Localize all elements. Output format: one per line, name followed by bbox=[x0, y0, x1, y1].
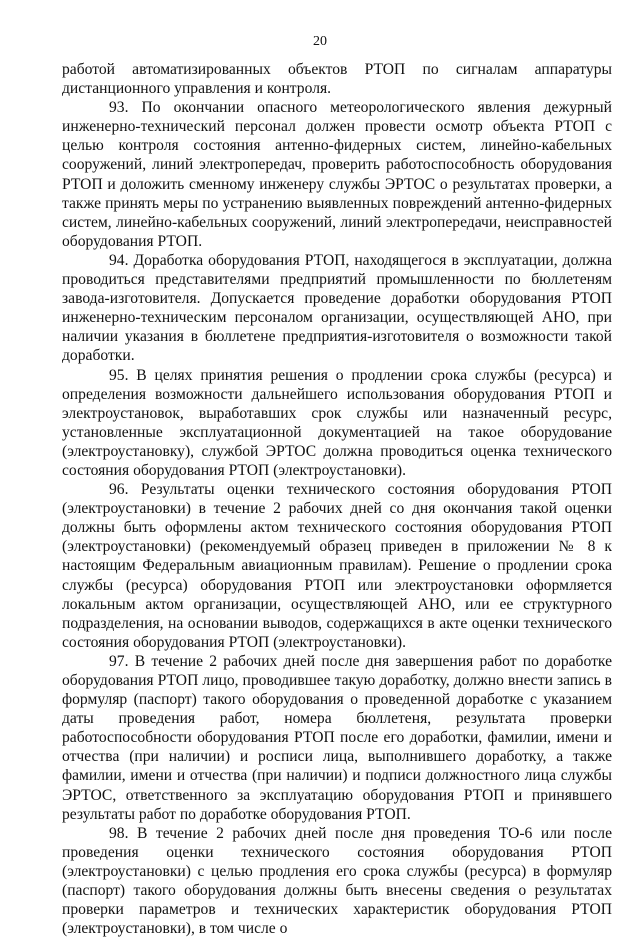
paragraph-98: 98. В течение 2 рабочих дней после дня проведения ТО-6 или после проведения оценки технического состояния оборудования РТОП (электроустановки) с целью продления его срока службы (ресурса) в формуляр (паспорт) такого оборудования должны быть внесены сведения о результатах проверки параметров и технических характеристик оборудования РТОП (электроустановки), в том числе о bbox=[62, 824, 612, 938]
paragraph-94: 94. Доработка оборудования РТОП, находящегося в эксплуатации, должна проводиться представителями предприятий промышленности по бюллетеням завода-изготовителя. Допускается проведение доработки оборудования РТОП инженерно-техническим персоналом организации, осуществляющей АНО, при наличии указания в бюллетене предприятия-изготовителя о возможности такой доработки. bbox=[62, 251, 612, 365]
paragraph-continuation: работой автоматизированных объектов РТОП по сигналам аппаратуры дистанционного управления и контроля. bbox=[62, 61, 612, 98]
paragraph-97: 97. В течение 2 рабочих дней после дня завершения работ по доработке оборудования РТОП лицо, проводившее такую доработку, должно внести запись в формуляр (паспорт) такого оборудования о проведенной доработке с указанием даты проведения работ, номера бюллетеня, результата проверки работоспособности оборудования РТОП после его доработки, фамилии, имени и отчества (при наличии) и росписи лица, выполнившего доработку, а также фамилии, имени и отчества (при наличии) и подписи должностного лица службы ЭРТОС, ответственного за эксплуатацию оборудования РТОП и принявшего результаты работ по доработке оборудования РТОП. bbox=[62, 652, 612, 823]
paragraph-93: 93. По окончании опасного метеорологического явления дежурный инженерно-технический персонал должен провести осмотр объекта РТОП с целью контроля состояния антенно-фидерных систем, линейно-кабельных сооружений, линий электропередач, проверить работоспособность оборудования РТОП и доложить сменному инженеру службы ЭРТОС о результатах проверки, а также принять меры по устранению выявленных повреждений антенно-фидерных систем, линейно-кабельных сооружений, линий электропередачи, неисправностей оборудования РТОП. bbox=[62, 99, 612, 250]
paragraph-95: 95. В целях принятия решения о продлении срока службы (ресурса) и определения возможности дальнейшего использования оборудования РТОП и электроустановок, выработавших срок службы или назначенный ресурс, установленные эксплуатационной документацией на такое оборудование (электроустановку), службой ЭРТОС должна проводиться оценка технического состояния оборудования РТОП (электроустановки). bbox=[62, 366, 612, 479]
document-body bbox=[62, 60, 612, 938]
paragraph-96: 96. Результаты оценки технического состояния оборудования РТОП (электроустановки) в течение 2 рабочих дней со дня окончания такой оценки должны быть оформлены актом технического состояния оборудования РТОП (электроустановки) (рекомендуемый образец приведен в приложении № 8 к настоящим Федеральным авиационным правилам). Решение о продлении срока службы (ресурса) оборудования РТОП или электроустановки оформляется локальным актом организации, осуществляющей АНО, или ее структурного подразделения, на основании выводов, содержащихся в акте оценки технического состояния оборудования РТОП (электроустановки). bbox=[62, 481, 612, 651]
page-number: 20 bbox=[313, 34, 327, 49]
